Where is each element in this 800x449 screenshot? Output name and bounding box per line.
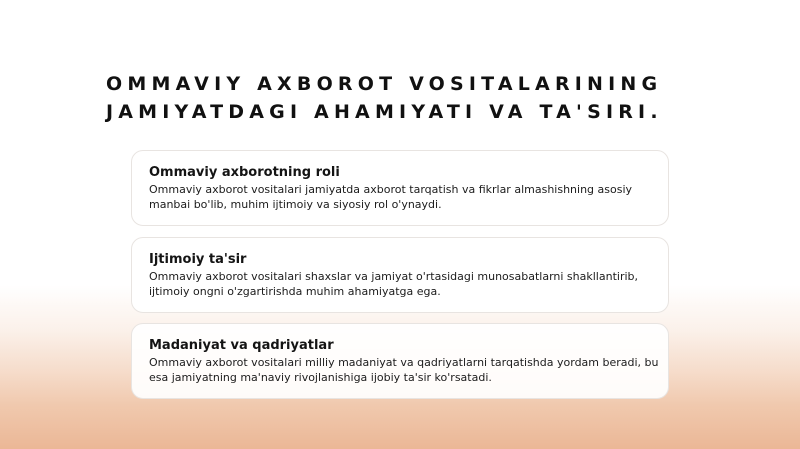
card-description-line: esa jamiyatning ma'naviy rivojlanishiga ijobiy ta'sir ko'rsatadi. (149, 371, 492, 384)
page-title-line-1: OMMAVIY AXBOROT VOSITALARINING (106, 73, 663, 95)
card-media-role (131, 150, 669, 226)
card-culture-values (131, 323, 669, 399)
page-title-line-2: JAMIYATDAGI AHAMIYATI VA TA'SIRI. (106, 101, 663, 123)
page-title (106, 70, 663, 126)
card-description-line: manbai bo'lib, muhim ijtimoiy va siyosiy rol o'ynaydi. (149, 198, 442, 211)
card-description (149, 355, 659, 385)
card-description-line: Ommaviy axborot vositalari milliy madaniyat va qadriyatlarni tarqatishda yordam beradi, bu (149, 356, 659, 369)
card-description (149, 269, 652, 299)
card-title: Ommaviy axborotning roli (149, 165, 340, 180)
card-description-line: Ommaviy axborot vositalari shaxslar va jamiyat o'rtasidagi munosabatlarni shakllantirib, (149, 270, 639, 283)
card-description (149, 182, 652, 212)
card-title: Ijtimoiy ta'sir (149, 252, 247, 267)
card-social-impact (131, 237, 669, 313)
card-title: Madaniyat va qadriyatlar (149, 338, 334, 353)
card-description-line: Ommaviy axborot vositalari jamiyatda axborot tarqatish va fikrlar almashishning asosiy (149, 183, 633, 196)
card-description-line: ijtimoiy ongni o'zgartirishda muhim ahamiyatga ega. (149, 285, 441, 298)
